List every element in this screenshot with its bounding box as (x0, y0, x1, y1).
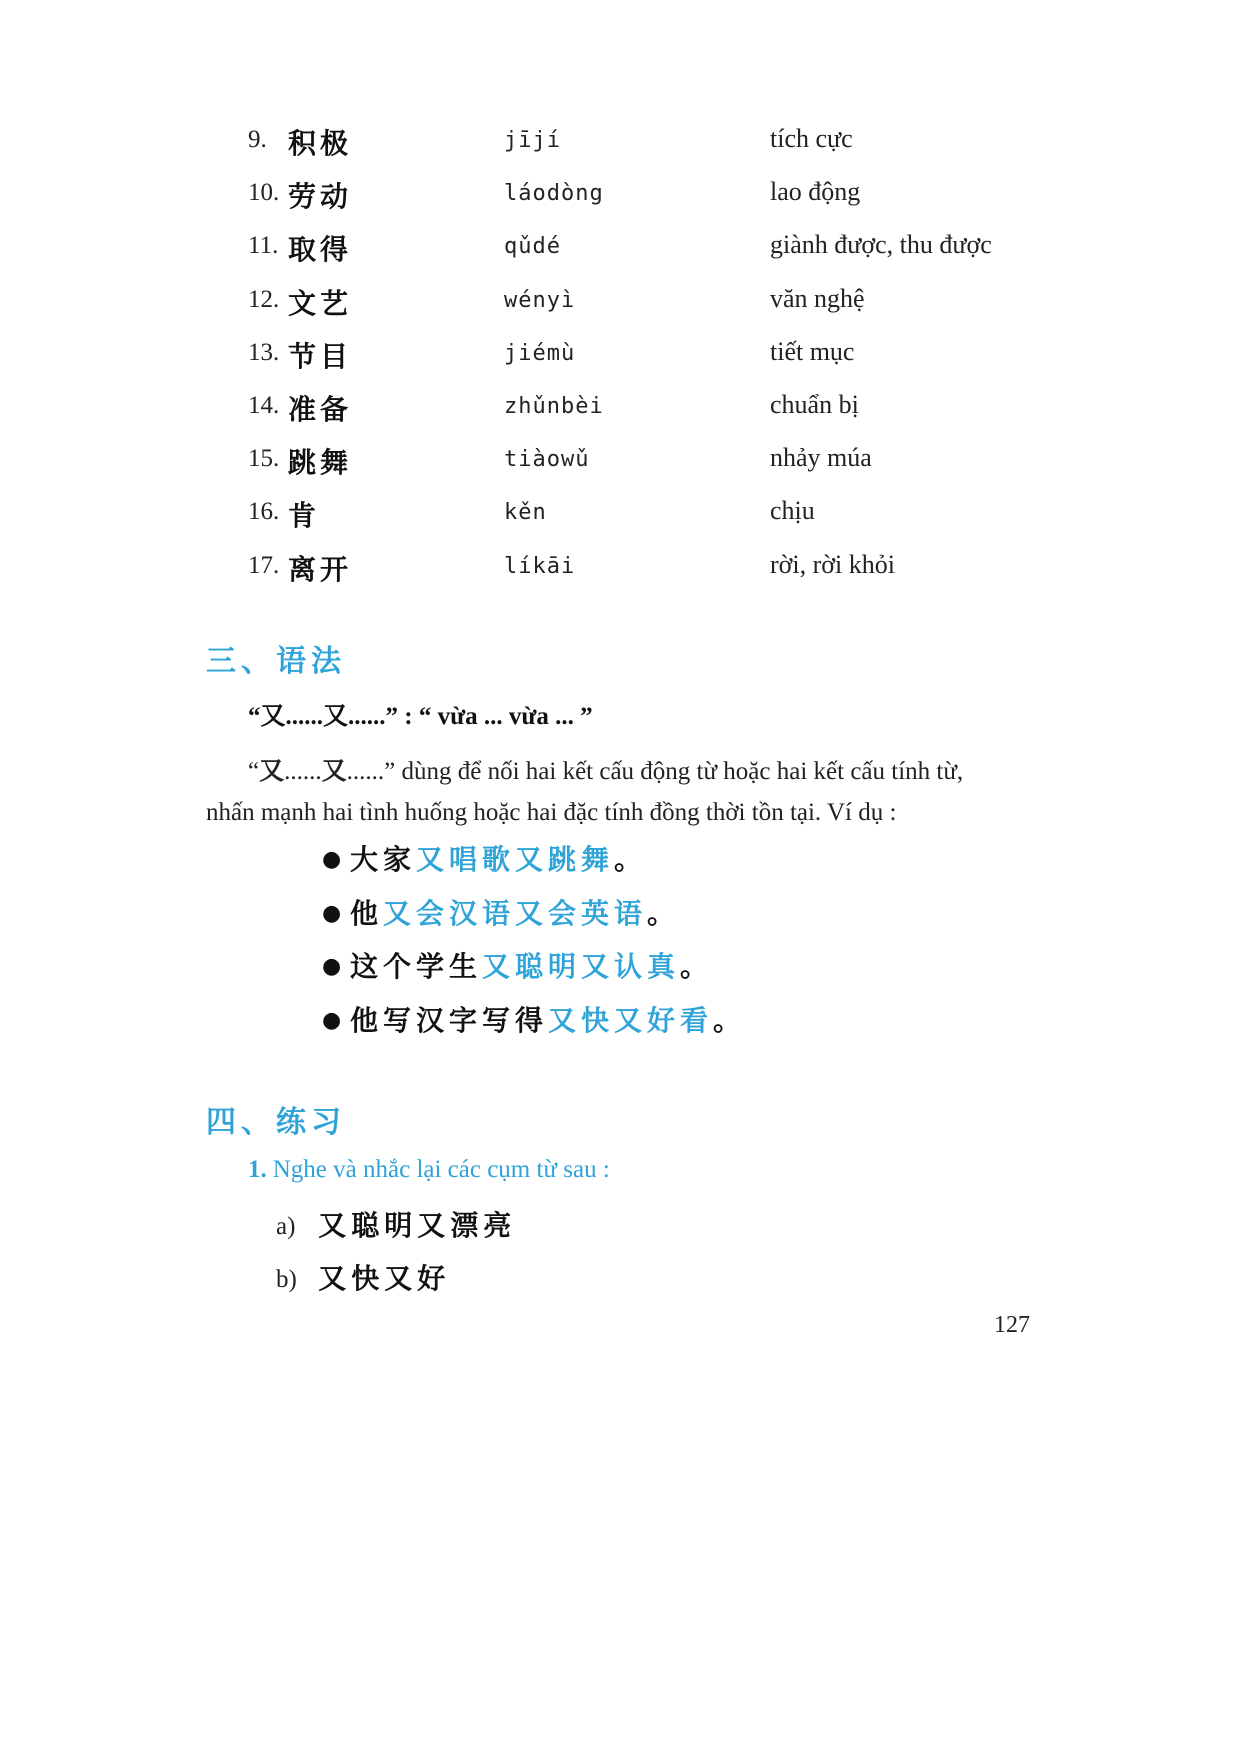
vocab-meaning: giành được, thu được (770, 230, 992, 260)
example-highlight: 又聪明又认真 (482, 950, 681, 983)
vocab-pinyin: líkāi (504, 553, 576, 579)
vocab-pinyin: qǔdé (504, 234, 561, 260)
example-list (322, 838, 746, 1052)
vocab-meaning: nhảy múa (770, 443, 872, 473)
vocab-row (248, 331, 1068, 384)
vocab-meaning: văn nghệ (770, 283, 865, 313)
ellipsis: ...... (348, 703, 386, 730)
vocab-row (248, 278, 1068, 331)
vocabulary-list (248, 118, 1068, 597)
grammar-heading: 三、语法 (206, 644, 346, 679)
explanation-text: ” dùng để nối hai kết cấu động từ hoặc hai kết cấu tính từ, (384, 758, 964, 785)
vocab-meaning: chịu (770, 496, 815, 526)
pattern-hanzi: 又 (259, 756, 285, 785)
vocab-row (248, 171, 1068, 224)
example-plain: 这个学生 (350, 950, 483, 983)
bullet-icon: ● (322, 954, 347, 979)
pattern-hanzi: 又 (321, 756, 347, 785)
vocab-hanzi: 跳舞 (288, 446, 353, 480)
vocab-meaning: lao động (770, 177, 861, 207)
example-sentence (322, 892, 746, 946)
vocab-meaning: rời, rời khỏi (770, 549, 895, 579)
vocab-hanzi: 准备 (288, 392, 353, 426)
vocab-pinyin: wényì (504, 287, 576, 313)
example-plain: 他 (350, 896, 384, 930)
vocab-number: 11. (248, 232, 279, 260)
vocab-row (248, 544, 1068, 597)
vocab-pinyin: jījí (504, 128, 561, 153)
vocab-pinyin: jiémù (504, 340, 576, 366)
example-highlight: 又唱歌又跳舞 (416, 843, 615, 876)
vocab-number: 9. (248, 126, 267, 153)
ellipsis: ...... (346, 758, 385, 785)
exercise-item (276, 1204, 516, 1244)
example-highlight: 又会汉语又会英语 (383, 896, 648, 930)
exercise-text: Nghe và nhắc lại các cụm từ sau : (272, 1156, 610, 1183)
vocab-hanzi: 积极 (288, 127, 353, 160)
vocab-pinyin: láodòng (504, 181, 604, 207)
example-sentence (322, 999, 746, 1053)
example-end: 。 (713, 1003, 747, 1037)
quote-open: “ (248, 703, 261, 730)
vocab-pinyin: kěn (504, 500, 547, 526)
bullet-icon: ● (322, 1007, 347, 1033)
vocab-hanzi: 文艺 (288, 286, 353, 320)
example-sentence (322, 838, 746, 892)
ellipsis: ...... (285, 703, 324, 730)
item-label: a) (276, 1213, 296, 1240)
quote-close: ” (385, 703, 399, 730)
vocab-row (248, 437, 1068, 490)
exercise-instruction (248, 1156, 610, 1184)
example-plain: 大家 (350, 843, 417, 876)
example-highlight: 又快又好看 (548, 1003, 714, 1037)
vocab-number: 14. (248, 391, 280, 419)
vocab-hanzi: 肯 (288, 499, 321, 533)
vocab-number: 16. (248, 498, 280, 526)
vocab-row (248, 118, 1068, 171)
pattern-hanzi: 又 (323, 701, 349, 730)
vocab-hanzi: 取得 (288, 233, 353, 267)
vocab-meaning: chuẩn bị (770, 389, 859, 419)
ellipsis: ...... (284, 758, 322, 785)
vocab-hanzi: 离开 (288, 552, 353, 586)
pattern-hanzi: 又 (260, 701, 286, 730)
item-hanzi: 又快又好 (318, 1262, 451, 1295)
example-plain: 他写汉字写得 (350, 1003, 549, 1037)
vocab-hanzi: 劳动 (288, 180, 353, 214)
vocab-number: 10. (248, 179, 280, 207)
vocab-number: 13. (248, 338, 280, 366)
exercise-number: 1. (248, 1156, 267, 1183)
vocab-row (248, 490, 1068, 543)
bullet-icon: ● (322, 847, 347, 872)
vocab-pinyin: zhǔnbèi (504, 393, 604, 419)
colon: : (398, 703, 419, 730)
page-number: 127 (994, 1312, 1030, 1338)
quote-open: “ (248, 758, 260, 785)
pattern-translation: “ vừa ... vừa ... ” (418, 703, 593, 730)
item-hanzi: 又聪明又漂亮 (318, 1209, 517, 1242)
vocab-row (248, 224, 1068, 277)
explanation-line-2: nhấn mạnh hai tình huống hoặc hai đặc tính đồng thời tồn tại. Ví dụ : (206, 799, 897, 826)
vocab-number: 17. (248, 551, 280, 579)
vocab-row (248, 384, 1068, 437)
vocab-number: 12. (248, 285, 280, 313)
vocab-meaning: tiết mục (770, 336, 855, 366)
grammar-explanation (206, 750, 1036, 833)
exercise-item (276, 1257, 450, 1297)
item-label: b) (276, 1266, 297, 1293)
bullet-icon: ● (322, 900, 347, 926)
grammar-pattern (248, 696, 593, 732)
example-end: 。 (647, 896, 681, 930)
vocab-number: 15. (248, 445, 280, 473)
vocab-meaning: tích cực (770, 124, 853, 153)
explanation-line-1 (206, 750, 1036, 792)
vocab-hanzi: 节目 (288, 339, 353, 373)
vocab-pinyin: tiàowǔ (504, 447, 590, 473)
example-sentence (322, 945, 746, 999)
practice-heading: 四、练习 (206, 1105, 346, 1140)
example-end: 。 (614, 843, 648, 876)
example-end: 。 (680, 950, 714, 983)
